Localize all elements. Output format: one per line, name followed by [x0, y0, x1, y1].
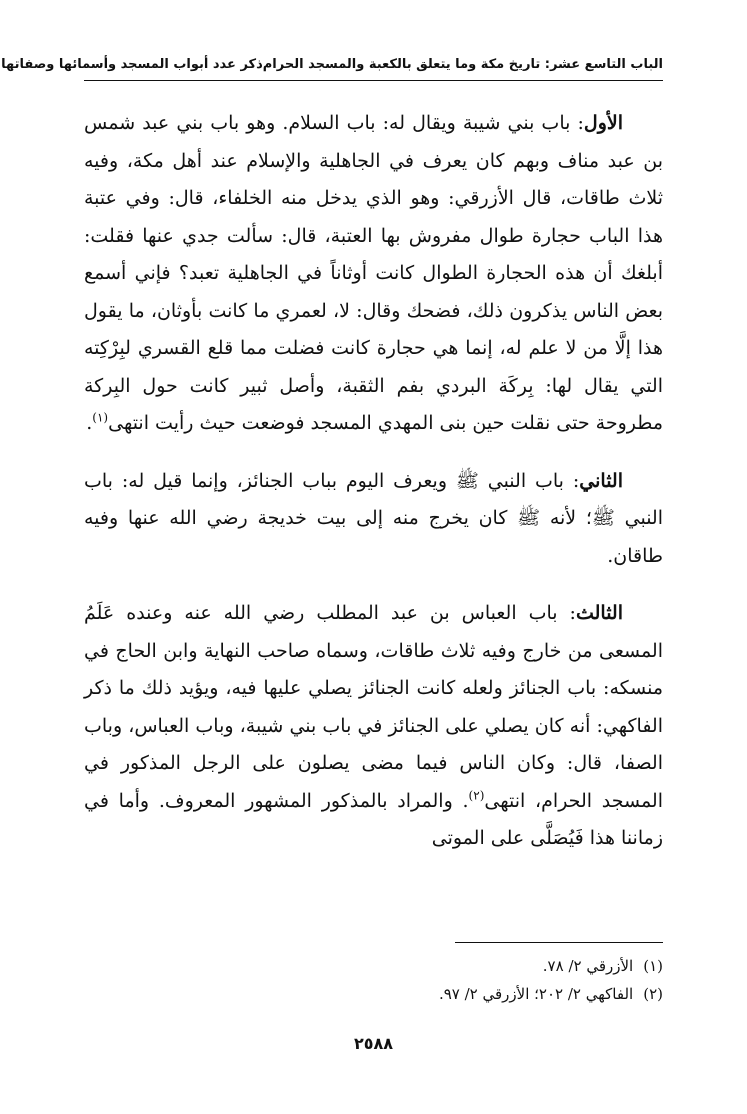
- footnote-ref: (٢): [468, 788, 485, 803]
- footnote-ref: (١): [92, 410, 109, 425]
- paragraph-text: : باب العباس بن عبد المطلب رضي الله عنه وعنده عَلَمُ المسعى من خارج وفيه ثلاث طاقات، وسماه صاحب النهاية وابن الحاج في منسكه: باب الجنائز ولعله كانت الجنائز يصلي عليها فيه، ويؤيد ذلك ما ذكر الفاكهي: أنه كان يصلي على الجنائز في باب بني شيبة، وباب العباس، وباب الصفا، قال: وكان الناس فيما مضى يصلون على الرجل المذكور في المسجد الحرام، انتهى: [84, 602, 663, 812]
- footnote-text: الأزرقي ٢/ ٧٨.: [542, 957, 634, 975]
- paragraph-second-door: [84, 463, 663, 576]
- header-chapter-title: الباب التاسع عشر: تاريخ مكة وما يتعلق بالكعبة والمسجد الحرام: [262, 57, 663, 72]
- paragraph-text: : باب النبي ﷺ ويعرف اليوم بباب الجنائز، وإنما قيل له: باب النبي ﷺ؛ لأنه ﷺ كان يخرج منه إلى بيت خديجة رضي الله عنها وفيه طاقان.: [84, 469, 663, 567]
- paragraph-lead: الثاني: [579, 469, 623, 492]
- footnote-text: الفاكهي ٢/ ٢٠٢؛ الأزرقي ٢/ ٩٧.: [438, 985, 634, 1003]
- paragraph-lead: الأول: [583, 112, 623, 134]
- header-section-title: ذكر عدد أبواب المسجد وأسمائها وصفاتها: [1, 57, 263, 72]
- running-header: [1, 42, 663, 72]
- paragraph-tail: . والمراد بالمذكور المشهور المعروف. وأما في زماننا هذا فَيُصَلَّى على الموتى: [84, 789, 663, 849]
- footnote-item: [84, 952, 663, 980]
- paragraph-tail: .: [86, 412, 93, 434]
- paragraph-first-door: [84, 105, 663, 443]
- main-text: [84, 105, 663, 858]
- footnote-number: (١): [643, 957, 663, 975]
- footnote-divider: [455, 942, 663, 943]
- header-divider: [84, 80, 663, 81]
- footnotes: [84, 952, 663, 1008]
- paragraph-text: : باب بني شيبة ويقال له: باب السلام. وهو باب بني عبد شمس بن عبد مناف وبهم كان يعرف في الجاهلية والإسلام عند أهل مكة، وفيه ثلاث طاقات، قال الأزرقي: وهو الذي يدخل منه الخلفاء، قال: وفي عتبة هذا الباب حجارة طوال مفروش بها العتبة، قال: سألت جدي عنها فقلت: أبلغك أن هذه الحجارة الطوال كانت أوثاناً في الجاهلية تعبد؟ فإني أسمع بعض الناس يذكرون ذلك، فضحك وقال: لا، لعمري ما كانت بأوثان، ما يقول هذا إلَّا من لا علم له، إنما هي حجارة كانت فضلت مما قلع القسري لبِرْكِته التي يقال لها: بِركَة البردي بفم الثقبة، وأصل ثبير كانت حول البِركة مطروحة حتى نقلت حين بنى المهدي المسجد فوضعت حيث رأيت انتهى: [84, 112, 663, 434]
- paragraph-third-door: [84, 595, 663, 858]
- page-number: ٢٥٨٨: [353, 1034, 394, 1053]
- footnote-number: (٢): [643, 985, 663, 1003]
- paragraph-lead: الثالث: [575, 602, 623, 624]
- footnote-item: [84, 980, 663, 1008]
